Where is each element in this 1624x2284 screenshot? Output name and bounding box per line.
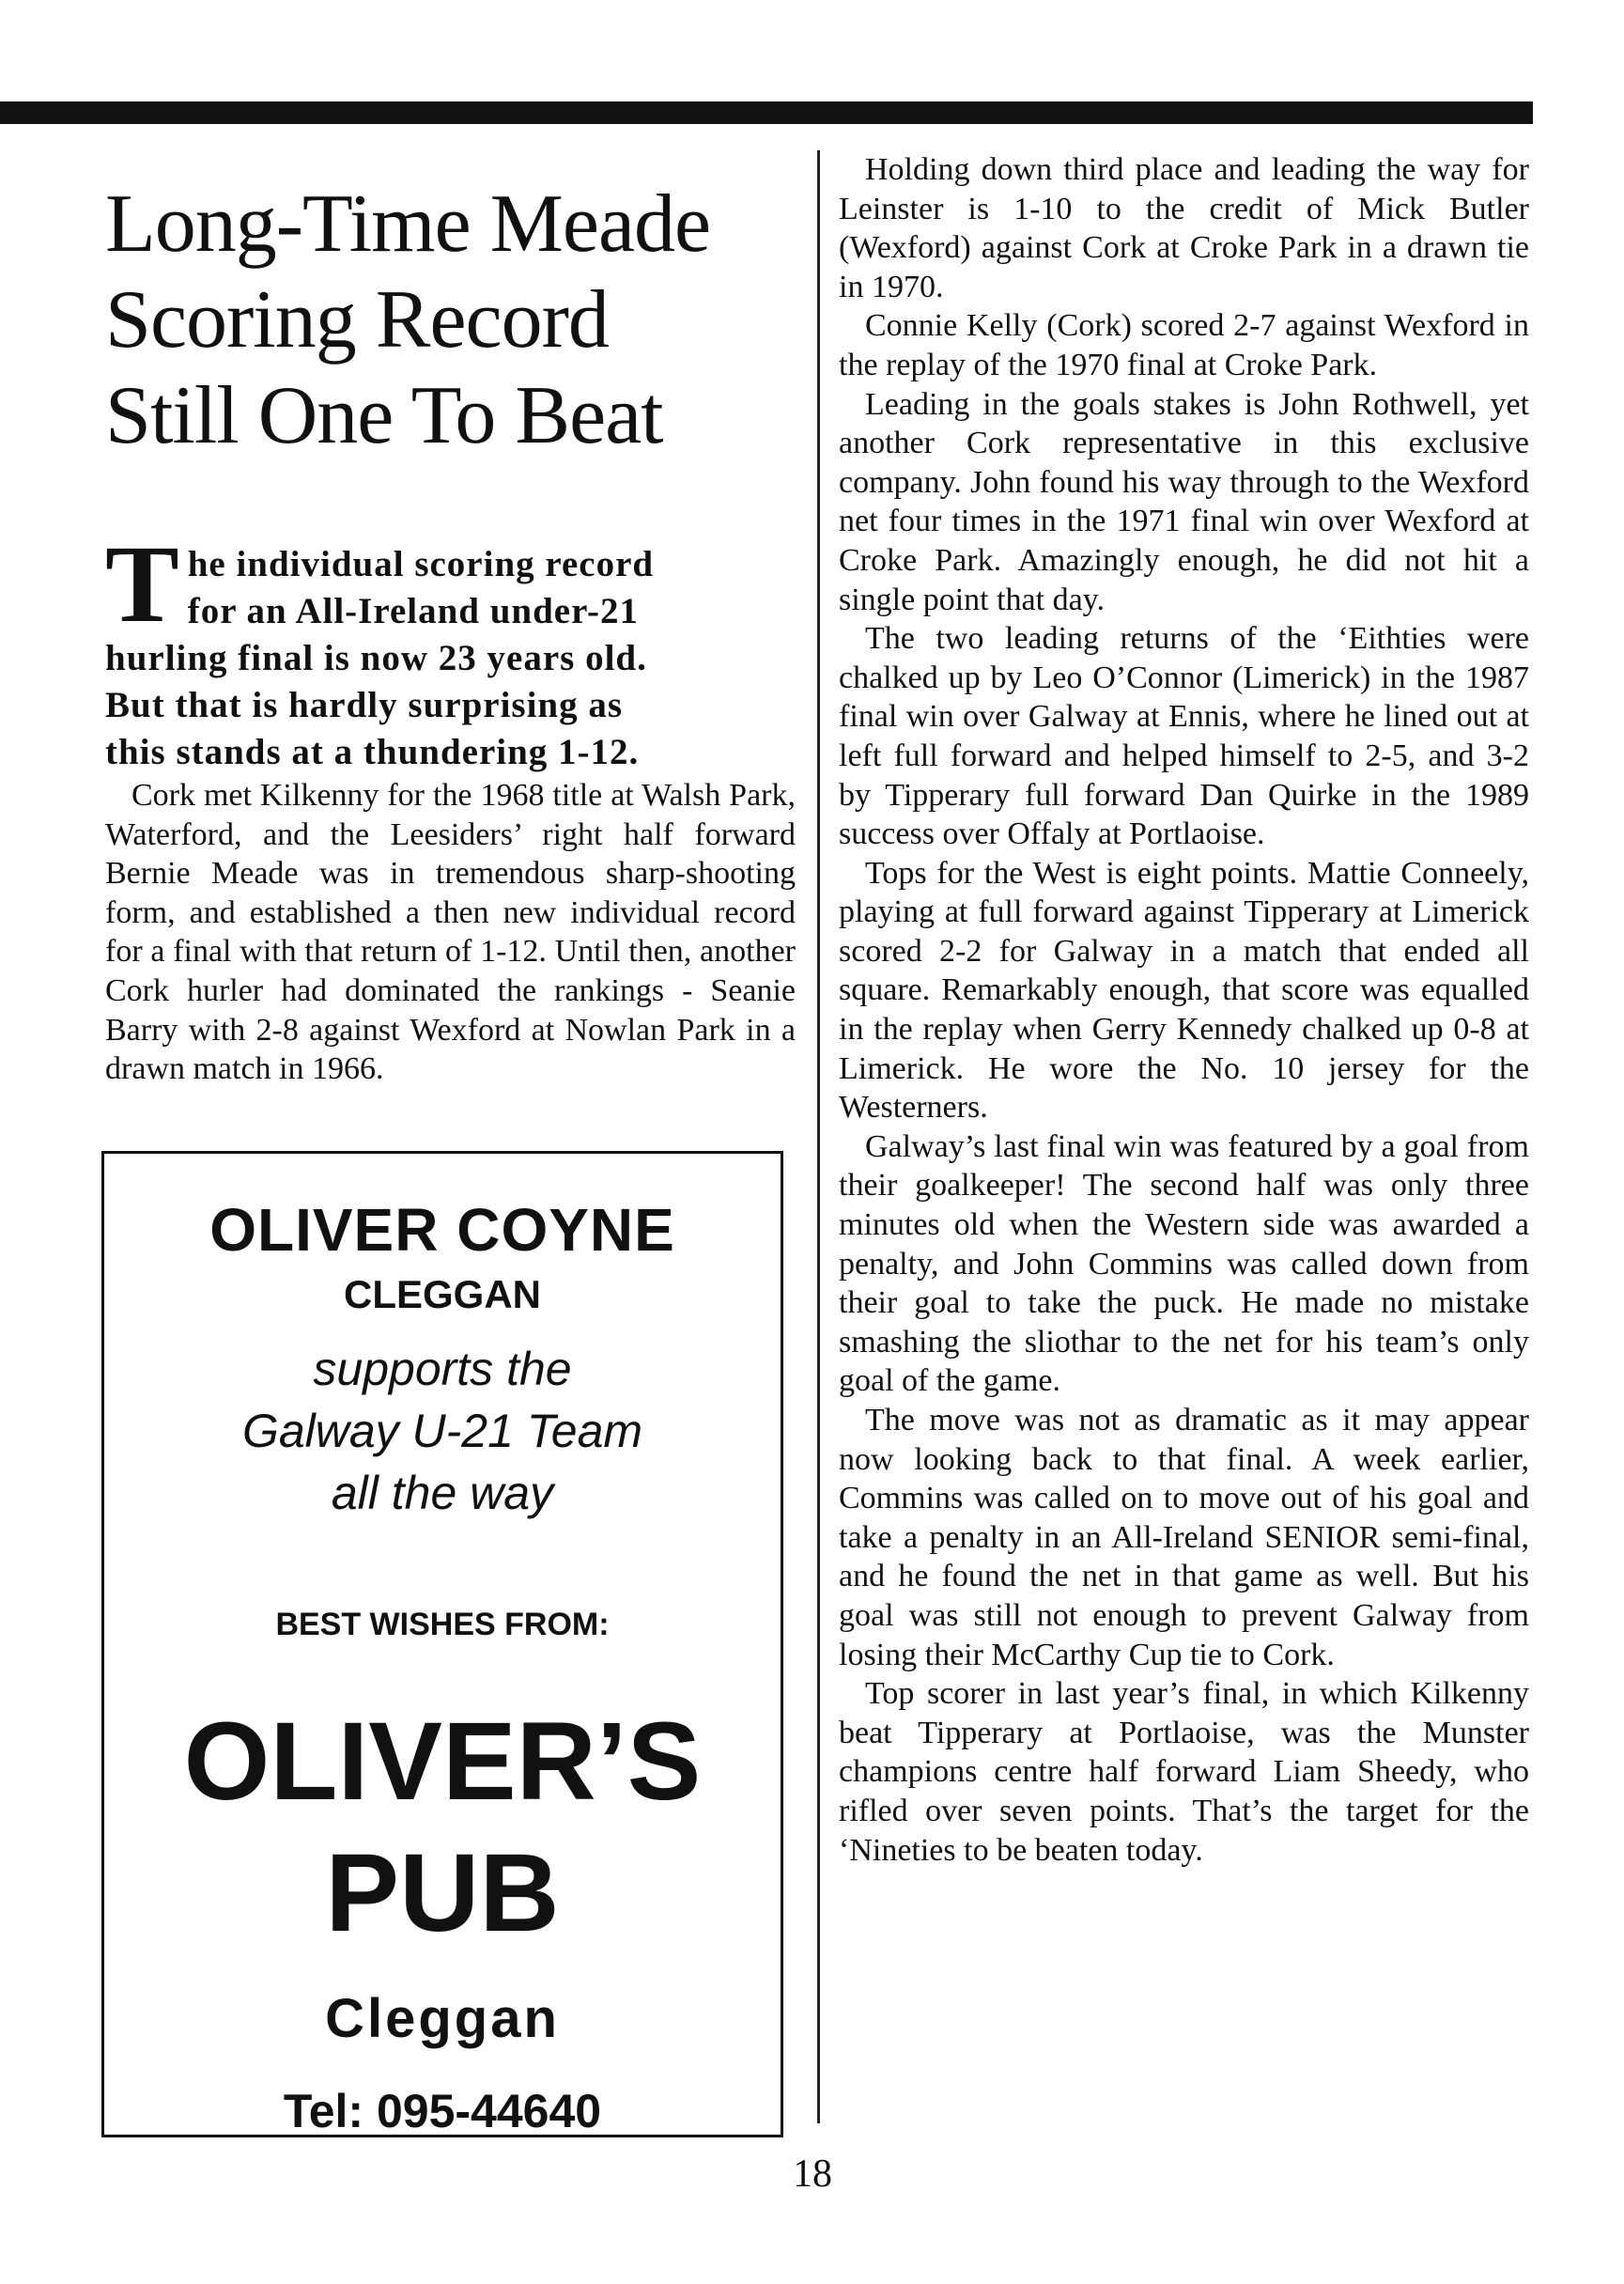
ad-pub-line: PUB [325, 1831, 560, 1955]
ad-telephone: Tel: 095-44640 [283, 2085, 602, 2137]
body-paragraph: The two leading returns of the ‘Eithties were chalked up by Leo O’Connor (Limerick) in the 1987 final win over Galway at Ennis, where he lined out at left full forward and helped himself to 2-5, and 3-2 by Tipperary full forward Dan Quirke in the 1989 success over Offaly at Portlaoise. [839, 621, 1529, 852]
lead-line: for an All-Ireland under-21 [187, 591, 639, 631]
lead-paragraph [105, 522, 796, 776]
ad-support-line: supports the [313, 1343, 572, 1395]
right-column [839, 150, 1529, 1870]
ad-town: Cleggan [325, 1988, 560, 2049]
body-paragraph: Top scorer in last year’s final, in which Kilkenny beat Tipperary at Portlaoise, was the Munster champions centre half forward Liam Sheedy, who rifled over seven points. That’s the target for the ‘Nineties to be beaten today. [839, 1676, 1529, 1868]
headline-line: Still One To Beat [105, 370, 663, 461]
lead-line: he individual scoring record [187, 544, 655, 584]
page-number: 18 [793, 2152, 832, 2196]
ad-place: CLEGGAN [344, 1272, 541, 1316]
ad-pub-line: OLIVER’S [183, 1700, 702, 1824]
lead-line: But that is hardly surprising as [105, 685, 624, 725]
body-paragraph: Cork met Kilkenny for the 1968 title at Walsh Park, Waterford, and the Leesiders’ right half forward Bernie Meade was in tremendous sharp-shooting form, and established a then new individual record for a final with that return of 1-12. Until then, another Cork hurler had dominated the rankings - Seanie Barry with 2-8 against Wexford at Nowlan Park in a drawn match in 1966. [105, 778, 796, 1087]
advertisement [101, 1151, 783, 2137]
ad-support-line: all the way [331, 1467, 554, 1519]
ad-name: OLIVER COYNE [209, 1196, 675, 1264]
body-paragraph: Connie Kelly (Cork) scored 2-7 against Wexford in the replay of the 1970 final at Croke Park. [839, 308, 1529, 382]
headline-line: Long-Time Meade [105, 179, 711, 270]
top-rule [0, 101, 1533, 124]
body-paragraph: Holding down third place and leading the way for Leinster is 1-10 to the credit of Mick Butler (Wexford) against Cork at Croke Park in a drawn tie in 1970. [839, 152, 1529, 304]
body-paragraph: Tops for the West is eight points. Mattie Conneely, playing at full forward against Tipperary at Limerick scored 2-2 for Galway in a match that ended all square. Remarkably enough, that score was equalled in the replay when Gerry Kennedy chalked up 0-8 at Limerick. He wore the No. 10 jersey for the Westerners. [839, 855, 1529, 1126]
column-divider [817, 150, 820, 2123]
lead-line: this stands at a thundering 1-12. [105, 732, 640, 772]
drop-cap: T [105, 522, 180, 645]
left-column [105, 141, 796, 1089]
body-paragraph: The move was not as dramatic as it may appear now looking back to that final. A week earlier, Commins was called on to move out of his goal and take a penalty in an All-Ireland SENIOR semi-final, and he found the net in that game as well. But his goal was still not enough to prevent Galway from losing their McCarthy Cup tie to Cork. [839, 1403, 1529, 1672]
ad-wishes: BEST WISHES FROM: [275, 1607, 610, 1642]
lead-line: hurling final is now 23 years old. [105, 638, 647, 678]
headline [105, 177, 796, 464]
ad-pub-name [104, 1696, 781, 1959]
headline-line: Scoring Record [105, 274, 609, 365]
body-paragraph: Leading in the goals stakes is John Rothwell, yet another Cork representative in this exclusive company. John found his way through to the Wexford net four times in the 1971 final win over Wexford at Croke Park. Amazingly enough, he did not hit a single point that day. [839, 386, 1529, 617]
ad-support-text [104, 1338, 781, 1524]
ad-support-line: Galway U-21 Team [241, 1405, 643, 1457]
body-paragraph: Galway’s last final win was featured by a goal from their goalkeeper! The second half was only three minutes old when the Western side was awarded a penalty, and John Commins was called down from their goal to take the puck. He made no mistake smashing the sliothar to the net for his team’s only goal of the game. [839, 1128, 1529, 1399]
